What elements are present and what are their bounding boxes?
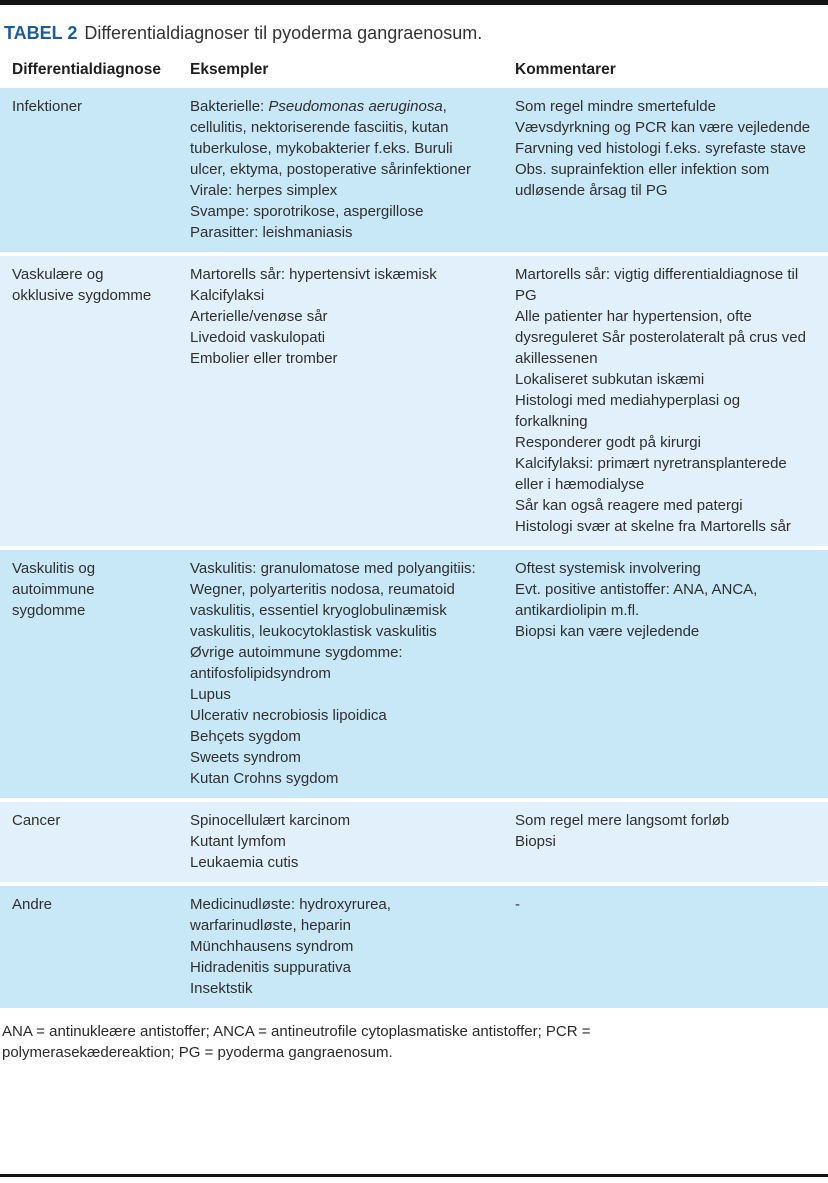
cell-text: Obs. suprainfektion eller infektion som udløsende årsag til PG: [515, 160, 770, 199]
cell-text: Medicinudløste: hydroxyrurea, warfarinudløste, heparin: [190, 895, 391, 934]
diagnosis-cell: [0, 886, 178, 1008]
cell-text: Lokaliseret subkutan iskæmi: [515, 370, 705, 388]
examples-cell: [178, 88, 503, 252]
cell-text: Insektstik: [190, 979, 253, 997]
top-rule: [0, 0, 828, 5]
comments-cell: [503, 886, 828, 1008]
table-row: [0, 550, 828, 798]
diagnosis-cell: [0, 802, 178, 882]
plain-text: Bakterielle:: [190, 97, 269, 115]
table-title: [4, 22, 824, 45]
cell-text: Parasitter: leishmaniasis: [190, 223, 353, 241]
cell-text: Sår kan også reagere med patergi: [515, 496, 743, 514]
cell-text: Sweets syndrom: [190, 748, 301, 766]
cell-text: Münchhausens syndrom: [190, 937, 354, 955]
cell-text: Lupus: [190, 685, 231, 703]
cell-text: Hidradenitis suppurativa: [190, 958, 351, 976]
cell-text: Cancer: [12, 811, 61, 829]
cell-text: Spinocellulært karcinom: [190, 811, 351, 829]
cell-text: Som regel mere langsomt forløb: [515, 811, 730, 829]
italic-text: Pseudomonas aeruginosa: [268, 97, 443, 115]
table-body: [0, 88, 828, 1012]
column-header-diagnosis: Differentialdiagnose: [12, 60, 161, 78]
cell-text: Martorells sår: hypertensivt iskæmisk: [190, 265, 437, 283]
cell-text: Biopsi kan være vejledende: [515, 622, 700, 640]
examples-cell: [178, 550, 503, 798]
diagnosis-cell: [0, 88, 178, 252]
cell-text: Infektioner: [12, 97, 83, 115]
cell-text: Andre: [12, 895, 53, 913]
table-row: [0, 256, 828, 546]
cell-text: Alle patienter har hypertension, ofte dysreguleret Sår posterolateralt på crus ved akillessenen: [515, 307, 806, 367]
cell-text: Øvrige autoimmune sygdomme: antifosfolipidsyndrom: [190, 643, 403, 682]
comments-cell: [503, 802, 828, 882]
cell-text: Martorells sår: vigtig differentialdiagnose til PG: [515, 265, 799, 304]
cell-text: Livedoid vaskulopati: [190, 328, 326, 346]
bottom-rule: [0, 1174, 828, 1177]
cell-text: Histologi med mediahyperplasi og forkalkning: [515, 391, 741, 430]
table-row: [0, 802, 828, 882]
cell-text: Histologi svær at skelne fra Martorells sår: [515, 517, 791, 535]
column-header-examples: Eksempler: [190, 60, 269, 78]
plain-text: , cellulitis, nektoriserende fasciitis, kutan tuberkulose, mykobakterier f.eks. Buruli ulcer, ektyma, postoperative sårinfektioner: [190, 97, 471, 178]
cell-text: Vævsdyrkning og PCR kan være vejledende: [515, 118, 811, 136]
cell-text: Vaskulære og okklusive sygdomme: [12, 265, 152, 304]
cell-text: Embolier eller tromber: [190, 349, 338, 367]
cell-text: Oftest systemisk involvering: [515, 559, 701, 577]
cell-text: Arterielle/venøse sår: [190, 307, 328, 325]
diagnosis-cell: [0, 550, 178, 798]
cell-text: Som regel mindre smertefulde: [515, 97, 716, 115]
cell-text: Svampe: sporotrikose, aspergillose: [190, 202, 424, 220]
cell-text: Vaskulitis og autoimmune sygdomme: [12, 559, 96, 619]
diagnosis-cell: [0, 256, 178, 546]
comments-cell: [503, 88, 828, 252]
cell-text: Ulcerativ necrobiosis lipoidica: [190, 706, 387, 724]
cell-text: Virale: herpes simplex: [190, 181, 338, 199]
column-headers: [0, 61, 828, 88]
cell-text: Responderer godt på kirurgi: [515, 433, 701, 451]
cell-text: Biopsi: [515, 832, 556, 850]
comments-cell: [503, 550, 828, 798]
cell-text: Kutan Crohns sygdom: [190, 769, 339, 787]
footnote: ANA = antinukleære antistoffer; ANCA = antineutrofile cytoplasmatiske antistoffer; PCR = polymerasekædereaktion; PG = pyoderma gangraenosum.: [2, 1022, 591, 1061]
table-row: [0, 886, 828, 1008]
cell-text: [190, 96, 491, 180]
table-title-text: Differentialdiagnoser til pyoderma gangraenosum.: [84, 23, 483, 43]
cell-text: Behçets sygdom: [190, 727, 301, 745]
cell-text: Kalcifylaksi: primært nyretransplanterede eller i hæmodialyse: [515, 454, 787, 493]
cell-text: Kutant lymfom: [190, 832, 286, 850]
table-row: [0, 88, 828, 252]
examples-cell: [178, 802, 503, 882]
cell-text: Farvning ved histologi f.eks. syrefaste stave: [515, 139, 806, 157]
column-header-comments: Kommentarer: [515, 60, 616, 78]
examples-cell: [178, 886, 503, 1008]
cell-text: Kalcifylaksi: [190, 286, 265, 304]
comments-cell: [503, 256, 828, 546]
examples-cell: [178, 256, 503, 546]
cell-text: Evt. positive antistoffer: ANA, ANCA, antikardiolipin m.fl.: [515, 580, 758, 619]
cell-text: Leukaemia cutis: [190, 853, 299, 871]
cell-text: Vaskulitis: granulomatose med polyangitiis: Wegner, polyarteritis nodosa, reumatoid vaskulitis, essentiel kryoglobulinæmisk vaskulitis, leukocytoklastisk vaskulitis: [190, 559, 476, 640]
cell-text: -: [515, 895, 520, 913]
table-title-label: TABEL 2: [4, 23, 78, 43]
